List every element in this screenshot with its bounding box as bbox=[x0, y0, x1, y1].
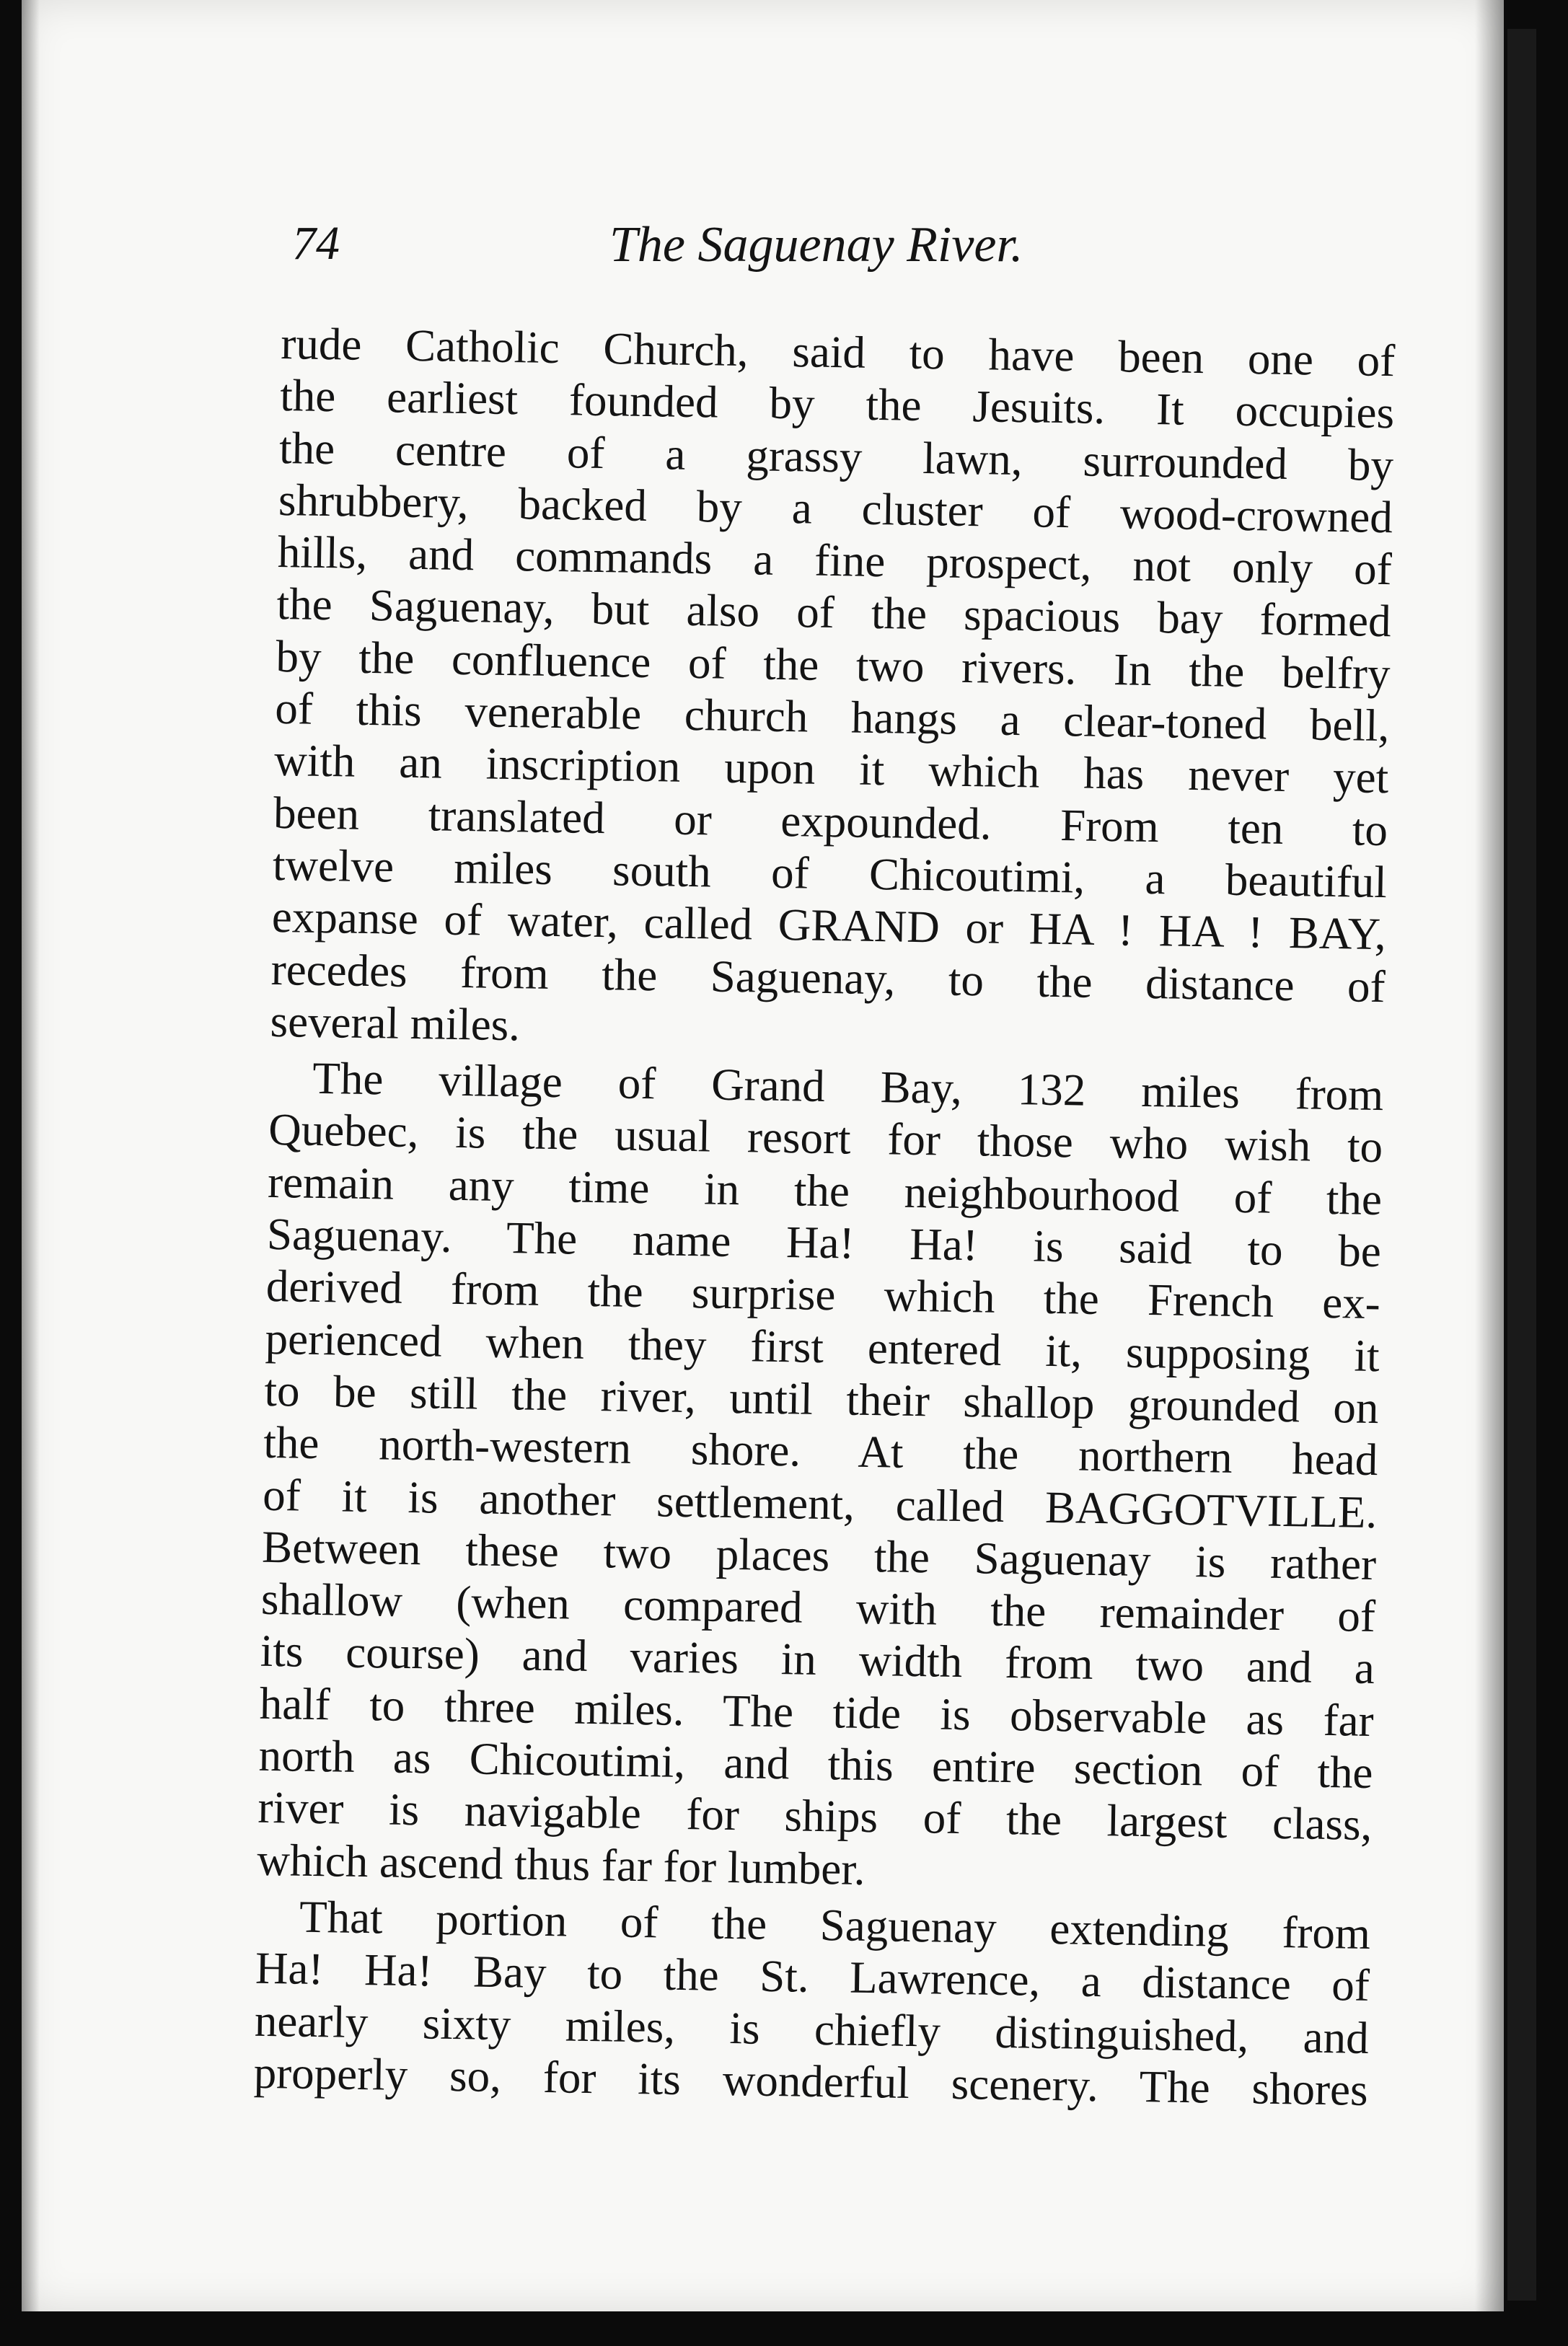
text-line: of this venerable church hangs a clear-toned bell, bbox=[274, 683, 1390, 751]
text-line: with an inscription upon it which has never yet bbox=[273, 735, 1389, 803]
text-line: several miles. bbox=[270, 995, 521, 1051]
text-line: Between these two places the Saguenay is rather bbox=[261, 1521, 1377, 1589]
text-line: That portion of the Saguenay extending from bbox=[299, 1891, 1371, 1959]
gutter-shadow bbox=[22, 0, 40, 2311]
text-line: twelve miles south of Chicoutimi, a beautiful bbox=[272, 839, 1388, 908]
running-head bbox=[292, 216, 1093, 281]
text-line: river is navigable for ships of the largest class, bbox=[257, 1782, 1373, 1851]
text-line: by the confluence of the two rivers. In the belfry bbox=[276, 630, 1391, 699]
text-line: half to three miles. The tide is observable as far bbox=[259, 1677, 1375, 1746]
text-line: rude Catholic Church, said to have been one of bbox=[280, 317, 1396, 387]
text-line: remain any time in the neighbourhood of the bbox=[267, 1156, 1383, 1225]
text-line: shrubbery, backed by a cluster of wood-crowned bbox=[278, 474, 1393, 543]
text-line: properly so, for its wonderful scenery. The shores bbox=[253, 2047, 1369, 2115]
text-line: The village of Grand Bay, 132 miles from bbox=[312, 1052, 1384, 1121]
book-page bbox=[22, 0, 1504, 2311]
next-page-edge bbox=[1507, 29, 1536, 2301]
page-number: 74 bbox=[292, 217, 340, 270]
text-line: the earliest founded by the Jesuits. It occupies bbox=[279, 370, 1395, 438]
text-line: hills, and commands a fine prospect, not only of bbox=[277, 526, 1393, 595]
text-line: shallow (when compared with the remainder of bbox=[260, 1573, 1376, 1642]
text-line: the Saguenay, but also of the spacious bay formed bbox=[276, 578, 1392, 647]
text-line: nearly sixty miles, is chiefly distinguished, and bbox=[254, 1995, 1370, 2063]
running-title: The Saguenay River. bbox=[609, 217, 1023, 273]
text-line: derived from the surprise which the French ex- bbox=[265, 1261, 1381, 1329]
text-line: the north-western shore. At the northern head bbox=[263, 1417, 1378, 1486]
body-text bbox=[253, 317, 1396, 2116]
text-line: of it is another settlement, called BAGGOTVILLE. bbox=[262, 1469, 1378, 1538]
text-line: been translated or expounded. From ten to bbox=[273, 787, 1388, 855]
text-line: Ha! Ha! Bay to the St. Lawrence, a distance of bbox=[255, 1942, 1370, 2011]
text-line: perienced when they first entered it, supposing it bbox=[265, 1313, 1380, 1381]
text-line: to be still the river, until their shallop grounded on bbox=[264, 1364, 1379, 1434]
text-line: its course) and varies in width from two and a bbox=[260, 1626, 1375, 1694]
text-line: north as Chicoutimi, and this entire section of the bbox=[258, 1729, 1374, 1799]
edge-shadow bbox=[1475, 0, 1504, 2311]
text-line: expanse of water, called GRAND or HA ! HA ! BAY, bbox=[271, 891, 1387, 960]
text-line: which ascend thus far for lumber. bbox=[256, 1834, 866, 1895]
text-line: recedes from the Saguenay, to the distance of bbox=[270, 943, 1386, 1012]
text-line: Quebec, is the usual resort for those who wish to bbox=[268, 1104, 1383, 1173]
text-line: the centre of a grassy lawn, surrounded by bbox=[278, 422, 1394, 490]
text-line: Saguenay. The name Ha! Ha! is said to be bbox=[266, 1208, 1382, 1277]
